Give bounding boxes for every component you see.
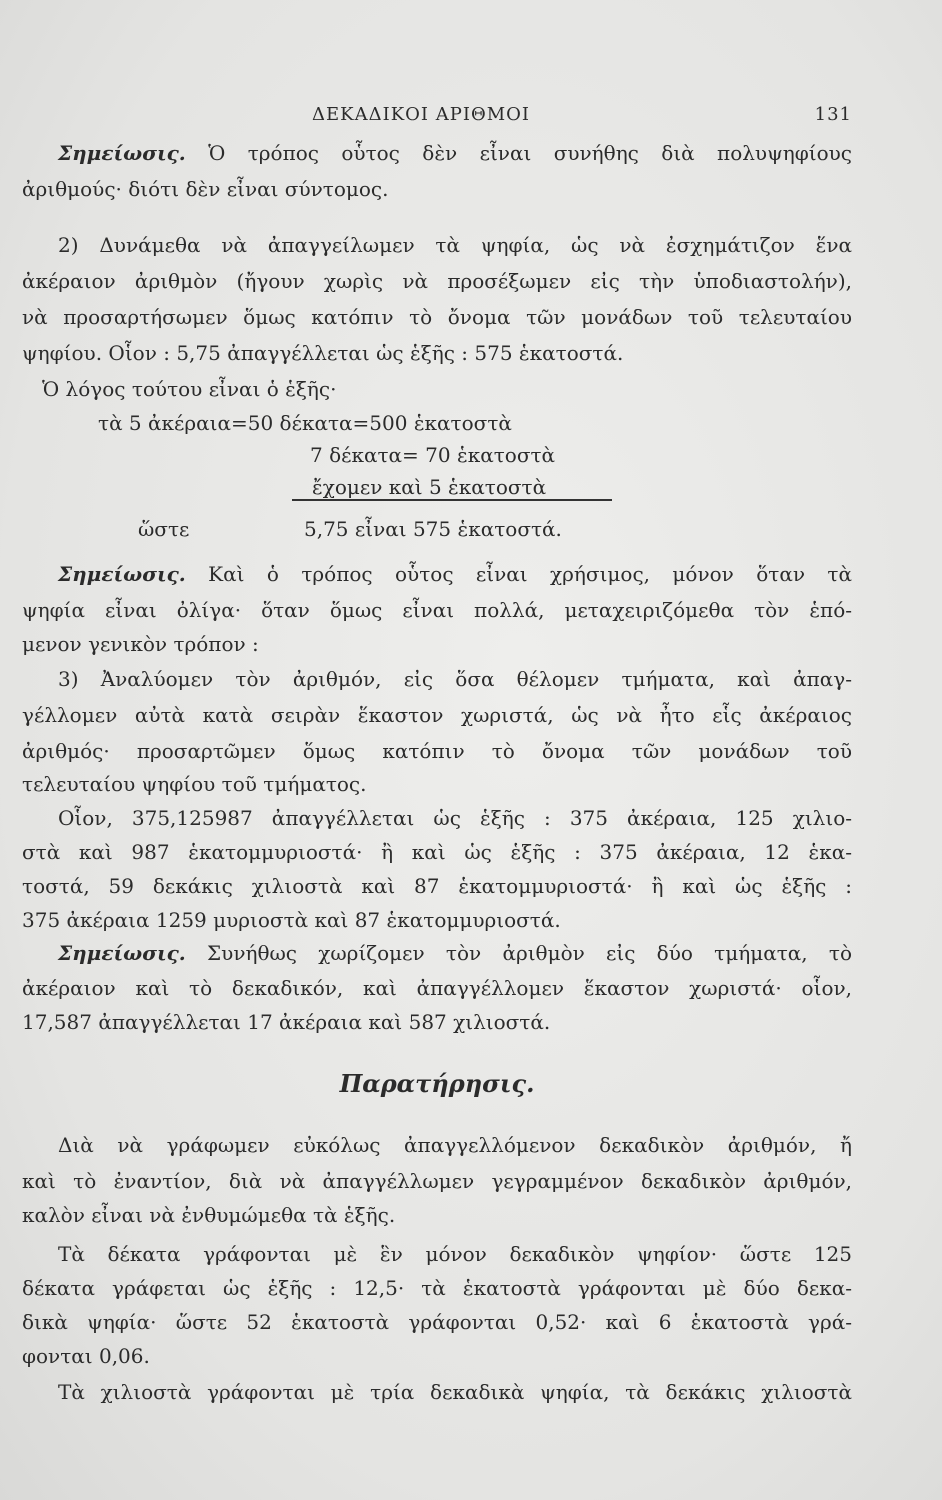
calc-row3: ἔχομεν καὶ 5 ἑκατοστὰ	[312, 475, 547, 499]
note2-text: Καὶ ὁ τρόπος οὗτος εἶναι χρήσιμος, μόνον ὅταν τὰ	[185, 562, 852, 586]
obs-p2-line3: δικὰ ψηφία· ὥστε 52 ἑκατοστὰ γράφονται 0,52· καὶ 6 ἑκατοστὰ γρά-	[22, 1310, 852, 1334]
note3-line2: ἀκέραιον καὶ τὸ δεκαδικόν, καὶ ἀπαγγέλλομεν ἕκαστον χωριστά· οἷον,	[22, 976, 852, 1000]
example-line3: τοστά, 59 δεκάκις χιλιοστὰ καὶ 87 ἑκατομμυριοστά· ἢ καὶ ὡς ἑξῆς :	[22, 874, 852, 898]
example-line2: στὰ καὶ 987 ἑκατομμυριοστά· ἢ καὶ ὡς ἑξῆς : 375 ἀκέραια, 12 ἑκα-	[22, 840, 852, 864]
method3-line2: γέλλομεν αὐτὰ κατὰ σειρὰν ἕκαστον χωριστά, ὡς νὰ ἦτο εἷς ἀκέραιος	[22, 703, 852, 727]
note3-line1	[22, 935, 852, 971]
sum-rule	[292, 499, 612, 501]
note1-line1	[22, 135, 852, 171]
example-line4: 375 ἀκέραια 1259 μυριοστὰ καὶ 87 ἑκατομμυριοστά.	[22, 908, 561, 932]
method2-line3: νὰ προσαρτήσωμεν ὅμως κατόπιν τὸ ὄνομα τῶν μονάδων τοῦ τελευταίου	[22, 305, 852, 329]
obs-p2-line4: φονται 0,06.	[22, 1344, 150, 1368]
note3-label: Σημείωσις.	[58, 941, 186, 965]
calc-row2: 7 δέκατα= 70 ἑκατοστὰ	[310, 443, 556, 467]
method3-line3: ἀριθμός· προσαρτῶμεν ὅμως κατόπιν τὸ ὄνομα τῶν μονάδων τοῦ	[22, 739, 852, 763]
method3-line1: 3) Ἀναλύομεν τὸν ἀριθμόν, εἰς ὅσα θέλομεν τμήματα, καὶ ἀπαγ-	[58, 667, 852, 691]
obs-p2-line1: Τὰ δέκατα γράφονται μὲ ἓν μόνον δεκαδικὸν ψηφίον· ὥστε 125	[58, 1242, 852, 1266]
obs-p2-line2: δέκατα γράφεται ὡς ἑξῆς : 12,5· τὰ ἑκατοστὰ γράφονται μὲ δύο δεκα-	[22, 1276, 852, 1300]
note1-label: Σημείωσις.	[58, 141, 186, 165]
method2-line2: ἀκέραιον ἀριθμὸν (ἤγουν χωρὶς νὰ προσέξωμεν εἰς τὴν ὑποδιαστολήν),	[22, 269, 852, 293]
method2-line1: 2) Δυνάμεθα νὰ ἀπαγγείλωμεν τὰ ψηφία, ὡς νὰ ἐσχημάτιζον ἕνα	[58, 233, 852, 257]
example-line1: Οἷον, 375,125987 ἀπαγγέλλεται ὡς ἑξῆς : 375 ἀκέραια, 125 χιλιο-	[58, 806, 852, 830]
method2-line4: ψηφίου. Οἷον : 5,75 ἀπαγγέλλεται ὡς ἑξῆς : 575 ἑκατοστά.	[22, 341, 624, 365]
calc-row4-right: 5,75 εἶναι 575 ἑκατοστά.	[304, 517, 562, 541]
note3-text: Συνήθως χωρίζομεν τὸν ἀριθμὸν εἰς δύο τμήματα, τὸ	[185, 941, 852, 965]
calc-row1: τὰ 5 ἀκέραια=50 δέκατα=500 ἑκατοστὰ	[98, 411, 512, 435]
calc-row4-left: ὥστε	[138, 517, 190, 541]
note2-label: Σημείωσις.	[58, 562, 186, 586]
obs-p1-line2: καὶ τὸ ἐναντίον, διὰ νὰ ἀπαγγέλλωμεν γεγραμμένον δεκαδικὸν ἀριθμόν,	[22, 1169, 852, 1193]
obs-p1-line3: καλὸν εἶναι νὰ ἐνθυμώμεθα τὰ ἑξῆς.	[22, 1203, 396, 1227]
chapter-title: ΔΕΚΑΔΙΚΟΙ ΑΡΙΘΜΟΙ	[312, 104, 531, 125]
note2-line1	[22, 556, 852, 592]
obs-p3-line1: Τὰ χιλιοστὰ γράφονται μὲ τρία δεκαδικὰ ψηφία, τὰ δεκάκις χιλιοστὰ	[58, 1380, 852, 1404]
observation-heading: Παρατήρησις.	[339, 1069, 535, 1098]
note2-line2: ψηφία εἶναι ὀλίγα· ὅταν ὅμως εἶναι πολλά, μεταχειριζόμεθα τὸν ἑπό-	[22, 598, 852, 622]
method3-line4: τελευταίου ψηφίου τοῦ τμήματος.	[22, 772, 367, 796]
note1-line2: ἀριθμούς· διότι δὲν εἶναι σύντομος.	[22, 177, 389, 201]
obs-p1-line1: Διὰ νὰ γράφωμεν εὐκόλως ἀπαγγελλόμενον δεκαδικὸν ἀριθμόν, ἤ	[58, 1133, 852, 1157]
method2-line5: Ὁ λόγος τούτου εἶναι ὁ ἑξῆς·	[42, 377, 337, 401]
note1-text: Ὁ τρόπος οὗτος δὲν εἶναι συνήθης διὰ πολυψηφίους	[185, 141, 852, 165]
page-number: 131	[814, 104, 852, 125]
running-header	[22, 104, 852, 134]
note3-line3: 17,587 ἀπαγγέλλεται 17 ἀκέραια καὶ 587 χιλιοστά.	[22, 1010, 551, 1034]
note2-line3: μενον γενικὸν τρόπον :	[22, 632, 259, 656]
